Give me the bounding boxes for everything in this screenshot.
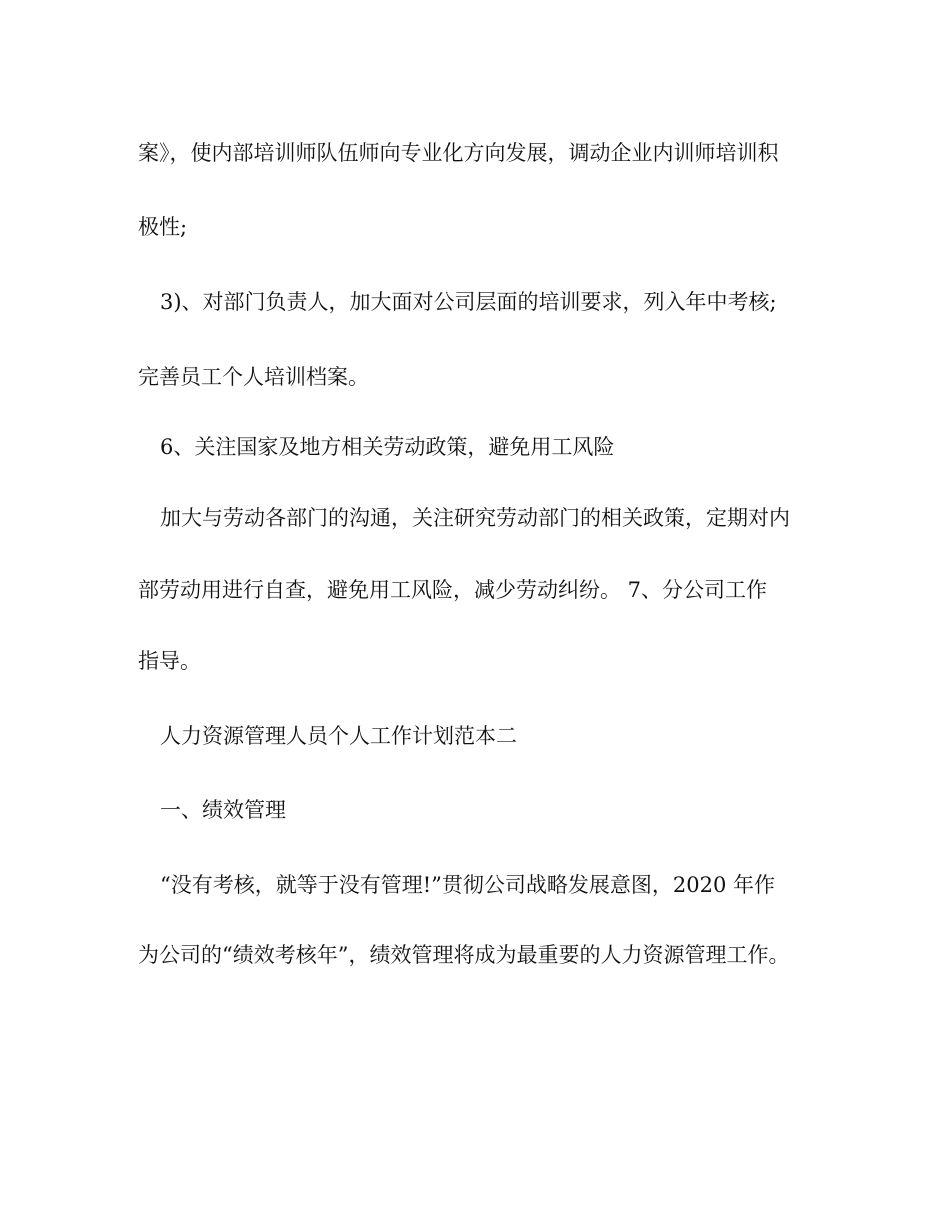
text-line: 加大与劳动各部门的沟通，关注研究劳动部门的相关政策，定期对内 [160,506,790,530]
document-subtitle: 人力资源管理人员个人工作计划范本二 [160,724,517,748]
text-line: 案》，使内部培训师队伍师向专业化方向发展，调动企业内训师培训积 [138,141,779,165]
text-line: 完善员工个人培训档案。 [138,365,369,389]
text-line: 极性; [138,215,188,239]
text-line: 为公司的“绩效考核年”，绩效管理将成为最重要的人力资源管理工作。 [138,943,790,967]
section-heading: 6、关注国家及地方相关劳动政策，避免用工风险 [160,435,615,459]
text-line: 指导。 [138,649,201,673]
text-line: “没有考核，就等于没有管理!”贯彻公司战略发展意图，2020 年作 [160,873,776,897]
text-line: 3)、对部门负责人，加大面对公司层面的培训要求，列入年中考核; [160,290,777,314]
section-heading: 一、绩效管理 [160,798,286,822]
text-line: 部劳动用进行自查，避免用工风险，减少劳动纠纷。 7、分公司工作 [138,578,768,602]
